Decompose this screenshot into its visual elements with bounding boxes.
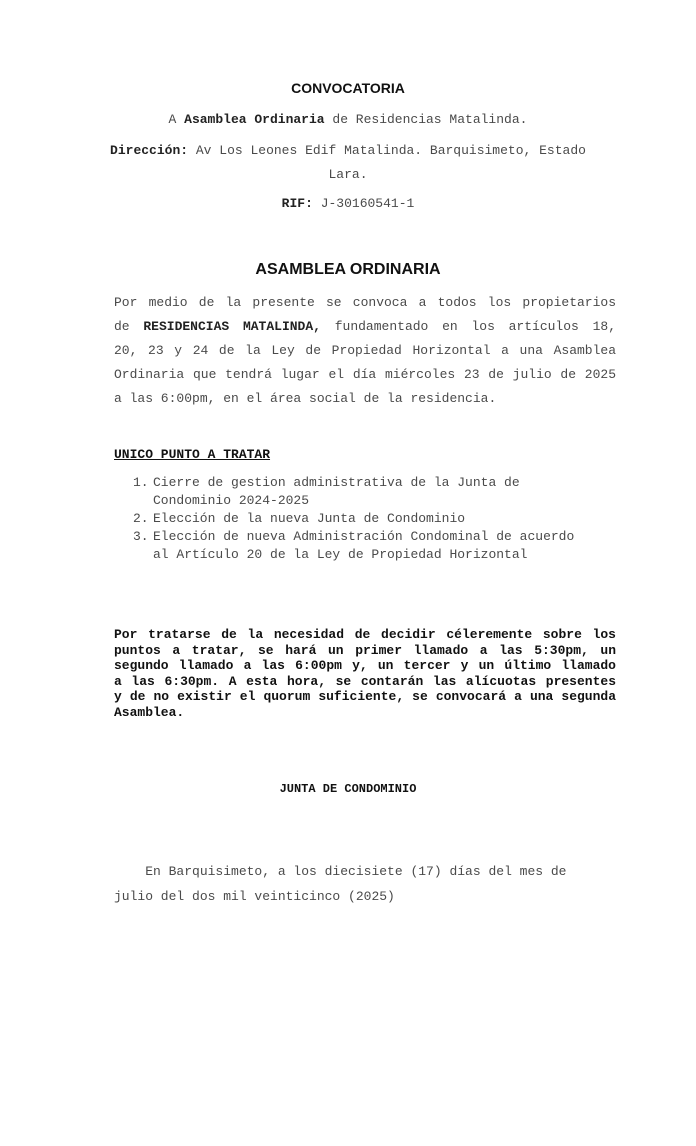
assembly-line bbox=[0, 112, 696, 127]
assembly-post: de Residencias Matalinda. bbox=[324, 112, 528, 127]
notice-row: Asamblea. bbox=[114, 704, 185, 720]
assembly-pre: A bbox=[168, 112, 185, 127]
address-line-2: Lara. bbox=[328, 167, 368, 182]
notice-paragraph bbox=[114, 627, 616, 720]
agenda-item bbox=[133, 474, 574, 510]
notice-row: segundo llamado a las 6:00pm y, un tercer y un último llamado bbox=[114, 658, 616, 673]
signature: JUNTA DE CONDOMINIO bbox=[279, 782, 417, 796]
intro-row: Ordinaria que tendrá lugar el día miércoles 23 de julio de 2025 bbox=[114, 367, 616, 382]
intro-row: a las 6:00pm, en el área social de la residencia. bbox=[114, 391, 497, 406]
address-label: Dirección: bbox=[110, 143, 189, 158]
rif-label: RIF: bbox=[281, 196, 313, 211]
closing-line: En Barquisimeto, a los diecisiete (17) días del mes de bbox=[114, 864, 567, 879]
intro-row: Por medio de la presente se convoca a todos los propietarios bbox=[114, 295, 616, 310]
rif-value: J-30160541-1 bbox=[312, 196, 415, 211]
agenda-item bbox=[133, 510, 574, 528]
agenda-item-number: 1. bbox=[133, 475, 149, 490]
notice-row: y de no existir el quorum suficiente, se convocará a una segunda bbox=[114, 689, 616, 704]
agenda-list bbox=[133, 474, 574, 564]
intro-row bbox=[114, 315, 616, 339]
intro-pre: de bbox=[114, 319, 144, 334]
agenda-item-line: Elección de la nueva Junta de Condominio bbox=[153, 511, 466, 526]
intro-row: 20, 23 y 24 de la Ley de Propiedad Horizontal a una Asamblea bbox=[114, 343, 616, 358]
notice-row: puntos a tratar, se hará un primer llamado a las 5:30pm, un bbox=[114, 642, 616, 658]
document-title: CONVOCATORIA bbox=[291, 80, 405, 96]
notice-row: Por tratarse de la necesidad de decidir céleremente sobre los bbox=[114, 627, 616, 642]
intro-paragraph bbox=[114, 291, 616, 411]
agenda-item-line: Cierre de gestion administrativa de la Junta de bbox=[153, 475, 520, 490]
agenda-item-line: Elección de nueva Administración Condominal de acuerdo bbox=[153, 529, 575, 544]
closing-line: julio del dos mil veinticinco (2025) bbox=[114, 889, 395, 904]
agenda-heading: UNICO PUNTO A TRATAR bbox=[114, 447, 271, 462]
address-line bbox=[0, 143, 696, 158]
intro-post: fundamentado en los artículos 18, bbox=[320, 319, 616, 334]
section-title: ASAMBLEA ORDINARIA bbox=[255, 261, 441, 278]
agenda-item bbox=[133, 528, 574, 564]
agenda-item-line: al Artículo 20 de la Ley de Propiedad Horizontal bbox=[153, 547, 528, 562]
assembly-type: Asamblea Ordinaria bbox=[184, 112, 325, 127]
rif-line bbox=[0, 196, 696, 211]
building-name: RESIDENCIAS MATALINDA, bbox=[143, 319, 321, 334]
address-value: Av Los Leones Edif Matalinda. Barquisimeto, Estado bbox=[188, 143, 586, 158]
notice-row: a las 6:30pm. A esta hora, se contarán las alícuotas presentes bbox=[114, 673, 616, 689]
agenda-item-line: Condominio 2024-2025 bbox=[153, 493, 310, 508]
agenda-item-number: 2. bbox=[133, 511, 149, 526]
agenda-item-number: 3. bbox=[133, 529, 149, 544]
